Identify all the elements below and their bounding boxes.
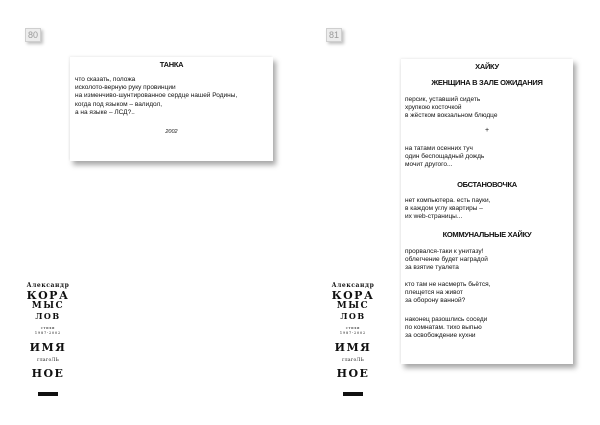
cover-genre: стихи [40, 326, 56, 330]
poem-line: прорвался-таки к унитазу! [405, 248, 484, 255]
cover-name-part: ЛОВ [340, 311, 366, 321]
page-number-right: 81 [326, 28, 342, 42]
book-cover-logo-right [327, 282, 379, 402]
poem-line: в жёстком вокзальном блюдце [405, 112, 498, 120]
poem-line: мочит другого... [405, 161, 453, 169]
haiku-subtitle-communal: КОММУНАЛЬНЫЕ ХАЙКУ [442, 230, 532, 239]
cover-name-part: КОРА [331, 289, 375, 302]
cover-name-part: КОРА [26, 289, 70, 302]
cover-years: 1987-2002 [34, 331, 62, 335]
cover-word: НОЕ [336, 367, 370, 380]
poem-line: один беспощадный дождь [405, 153, 485, 161]
tanka-title: ТАНКА [159, 60, 184, 69]
cover-word: ИМЯ [334, 341, 372, 354]
cover-name-part: ЛОВ [35, 311, 61, 321]
haiku-poem-3 [405, 197, 490, 222]
poem-line: за оборону ванной? [405, 297, 466, 305]
poem-line: по комнатам. тихо выпью [405, 324, 482, 332]
poem-line: что сказать, положа [75, 76, 136, 83]
tanka-year: 2002 [165, 129, 178, 135]
haiku-poem-4 [405, 248, 488, 273]
haiku-poem-1 [405, 96, 497, 121]
book-cover-logo-left [22, 282, 74, 402]
cover-label: глагоЛЬ [342, 358, 364, 363]
tanka-card [70, 57, 273, 161]
poem-line: персик, уставший сидеть [405, 96, 481, 103]
cover-word: ИМЯ [29, 341, 67, 354]
haiku-poem-5 [405, 281, 490, 306]
poem-line: нет компьютера. есть пауки, [405, 197, 491, 204]
poem-line: когда под языком – валидол, [75, 100, 163, 108]
cover-bar [343, 392, 363, 396]
poem-line: хрупкою косточкой [405, 104, 462, 112]
poem-line: на татами осенних туч [405, 145, 473, 152]
tanka-poem [75, 76, 237, 117]
poem-separator: + [484, 127, 490, 134]
poem-line: в каждом углу квартиры – [405, 205, 483, 213]
cover-word: НОЕ [31, 367, 65, 380]
cover-bar [38, 392, 58, 396]
poem-line: облегчение будет наградой [405, 256, 488, 264]
haiku-poem-2 [405, 145, 484, 170]
poem-line: исколото-верную руку провинции [75, 84, 176, 92]
cover-author: Александр [26, 282, 70, 289]
poem-line: а на языке – ЛСД?.. [75, 108, 135, 116]
haiku-subtitle-waiting-room: ЖЕНЩИНА В ЗАЛЕ ОЖИДАНИЯ [431, 78, 543, 87]
haiku-title: ХАЙКУ [475, 62, 499, 71]
poem-line: плещется на живот [405, 289, 463, 297]
cover-label: глагоЛЬ [37, 358, 59, 363]
poem-line: за взятие туалета [405, 264, 459, 272]
cover-author: Александр [331, 282, 375, 289]
cover-years: 1987-2002 [339, 331, 367, 335]
page-number-left: 80 [25, 28, 41, 42]
cover-genre: стихи [345, 326, 361, 330]
cover-name-part: МЫС [336, 301, 370, 311]
poem-line: за освобождение кухни [405, 332, 476, 340]
poem-line: кто там не насмерть бьётся, [405, 281, 491, 288]
cover-name-part: МЫС [31, 301, 65, 311]
haiku-card [401, 59, 573, 364]
haiku-subtitle-setting: ОБСТАНОВОЧКА [457, 180, 517, 189]
poem-line: наконец разошлись соседи [405, 316, 488, 323]
haiku-poem-6 [405, 316, 487, 341]
poem-line: их web-страницы... [405, 213, 463, 221]
poem-line: на изменчиво-шунтированное сердце нашей Родины, [75, 92, 238, 100]
